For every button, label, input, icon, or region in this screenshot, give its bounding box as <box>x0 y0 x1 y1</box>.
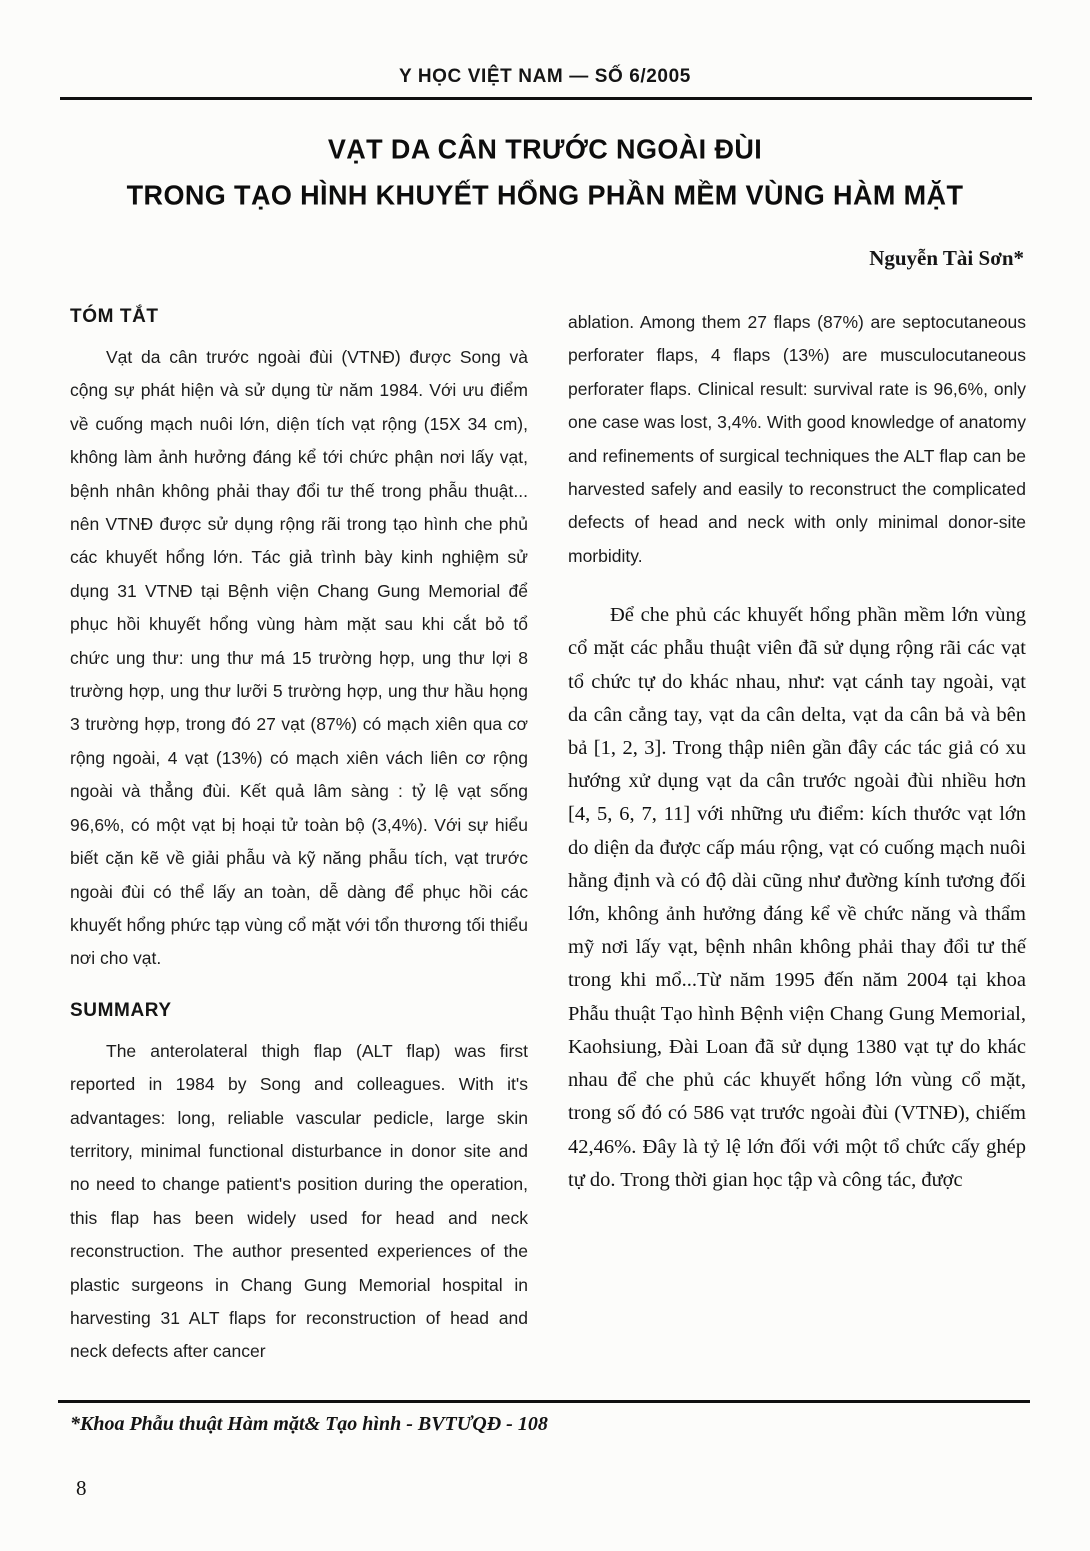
right-column <box>568 306 1026 1369</box>
summary-paragraph: The anterolateral thigh flap (ALT flap) was first reported in 1984 by Song and colleagues. With it's advantages: long, reliable vascular pedicle, large skin territory, minimal functional disturbance in donor site and no need to change patient's position during the operation, this flap has been widely used for head and neck reconstruction. The author presented experiences of the plastic surgeons in Chang Gung Memorial hospital in harvesting 31 ALT flaps for reconstruction of head and neck defects after cancer <box>70 1040 528 1362</box>
author-name: Nguyễn Tài Sơn* <box>869 246 1024 270</box>
two-column-body <box>70 306 1026 1369</box>
footer-rule <box>58 1400 1030 1403</box>
article-title-line1: VẠT DA CÂN TRƯỚC NGOÀI ĐÙI <box>327 133 763 165</box>
abstract-heading: TÓM TẮT <box>70 306 159 327</box>
journal-header: Y HỌC VIỆT NAM — SỐ 6/2005 <box>399 66 691 87</box>
footnote: *Khoa Phẫu thuật Hàm mặt& Tạo hình - BVTƯQĐ - 108 <box>70 1413 548 1435</box>
page-number: 8 <box>76 1476 87 1500</box>
summary-heading: SUMMARY <box>70 999 172 1021</box>
summary-continuation-paragraph: ablation. Among them 27 flaps (87%) are septocutaneous perforater flaps, 4 flaps (13%) are musculocutaneous perforater flaps. Clinical result: survival rate is 96,6%, only one case was lost, 3,4%. With good knowledge of anatomy and refinements of surgical techniques the ALT flap can be harvested safely and easily to reconstruct the complicated defects of head and neck with only minimal donor-site morbidity. <box>568 312 1026 566</box>
left-column <box>70 306 528 1369</box>
introduction-paragraph: Để che phủ các khuyết hổng phần mềm lớn vùng cổ mặt các phẫu thuật viên đã sử dụng rộng rãi các vạt tổ chức tự do khác nhau, như: vạt cánh tay ngoài, vạt da cân cẳng tay, vạt da cân delta, vạt da cân bả và bên bả [1, 2, 3]. Trong thập niên gần đây các tác giả có xu hướng xử dụng vạt da cân trước ngoài đùi nhiều hơn [4, 5, 6, 7, 11] với những ưu điểm: kích thước vạt lớn do diện da được cấp máu rộng, vạt có cuống mạch nuôi hằng định và có độ dài cũng như đường kính tương đối lớn, không ảnh hưởng đáng kể về chức năng và thẩm mỹ nơi lấy vạt, bệnh nhân không phải thay đổi tư thế trong khi mổ...Từ năm 1995 đến năm 2004 tại khoa Phẫu thuật Tạo hình Bệnh viện Chang Gung Memorial, Kaohsiung, Đài Loan đã sử dụng 1380 vạt tự do khác nhau để che phủ các khuyết hổng lớn vùng cổ mặt, trong số đó có 586 vạt trước ngoài đùi (VTNĐ), chiếm 42,46%. Đây là tỷ lệ lớn đối với một tổ chức cấy ghép tự do. Trong thời gian học tập và công tác, được <box>568 604 1026 1191</box>
abstract-paragraph: Vạt da cân trước ngoài đùi (VTNĐ) được Song và cộng sự phát hiện và sử dụng từ năm 1984. Với ưu điểm về cuống mạch nuôi lớn, diện tích vạt rộng (15X 34 cm), không làm ảnh hưởng đáng kể tới chức phận nơi lấy vạt, bệnh nhân không phải thay đổi tư thế trong phẫu thuật... nên VTNĐ được sử dụng rộng rãi trong tạo hình che phủ các khuyết hổng lớn. Tác giả trình bày kinh nghiệm sử dụng 31 VTNĐ tại Bệnh viện Chang Gung Memorial để phục hồi khuyết hổng vùng hàm mặt sau khi cắt bỏ tổ chức ung thư: ung thư má 15 trường hợp, ung thư lợi 8 trường hợp, ung thư lưỡi 5 trường hợp, ung thư hầu họng 3 trường hợp, trong đó 27 vạt (87%) có mạch xiên qua cơ rộng ngoài, 4 vạt (13%) có mạch xiên vách liên cơ rộng ngoài và thẳng đùi. Kết quả lâm sàng : tỷ lệ vạt sống 96,6%, có một vạt bị hoại tử toàn bộ (3,4%). Với sự hiểu biết cặn kẽ về giải phẫu và kỹ năng phẫu tích, vạt trước ngoài đùi có thể lấy an toàn, dễ dàng để phục hồi các khuyết hổng phức tạp vùng cổ mặt với tổn thương tối thiểu nơi cho vạt. <box>70 347 528 969</box>
article-title <box>0 126 1090 218</box>
header-rule <box>60 97 1032 100</box>
article-title-line2: TRONG TẠO HÌNH KHUYẾT HỔNG PHẦN MỀM VÙNG HÀM MẶT <box>126 179 964 211</box>
